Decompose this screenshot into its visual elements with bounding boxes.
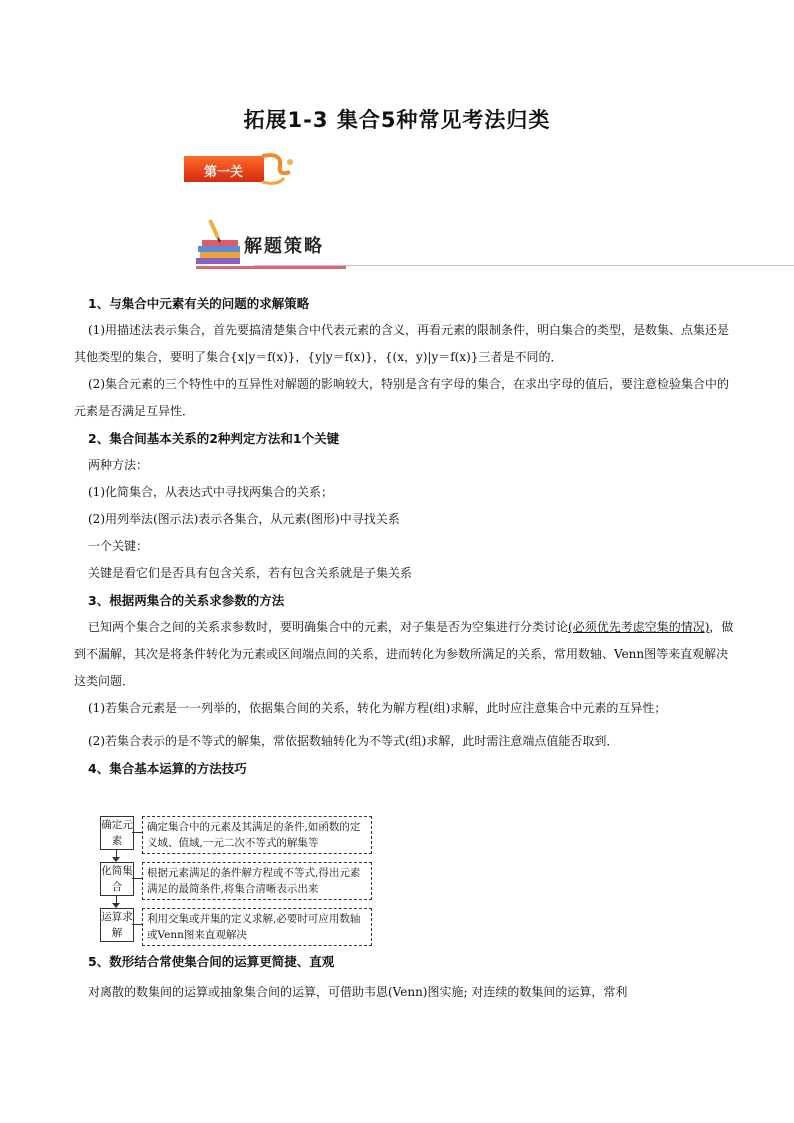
strategy-header xyxy=(196,212,794,272)
section-heading-1: 1、与集合中元素有关的问题的求解策略 xyxy=(88,296,310,311)
section-heading-5: 5、数形结合常使集合间的运算更简捷、直观 xyxy=(88,954,335,969)
paragraph: (2)用列举法(图示法)表示各集合，从元素(图形)中寻找关系 xyxy=(88,512,400,526)
paragraph: (1)用描述法表示集合，首先要搞清楚集合中代表元素的含义，再看元素的限制条件，明白集合的类型，是数集、点集还是其他类型的集合，要明了集合{x|y＝f(x)}，{y|y＝f(x)}，{(x，y)|y＝f(x)}三者是不同的． xyxy=(74,323,730,364)
page-title: 拓展1-3 集合5种常见考法归类 xyxy=(243,108,551,132)
flow-step-desc: 利用交集或并集的定义求解,必要时可应用数轴或Venn图来直观解决 xyxy=(142,908,372,946)
paragraph: 两种方法： xyxy=(88,458,149,472)
banner-swirl-icon xyxy=(262,152,296,188)
paragraph: (2)集合元素的三个特性中的互异性对解题的影响较大，特别是含有字母的集合，在求出字母的值后，要注意检验集合中的元素是否满足互异性． xyxy=(74,377,730,418)
flow-step-desc: 确定集合中的元素及其满足的条件,如函数的定义域、值域,一元二次不等式的解集等 xyxy=(142,816,372,854)
flow-connector xyxy=(132,832,142,833)
section-heading-2: 2、集合间基本关系的2种判定方法和1个关键 xyxy=(88,431,340,446)
flow-step-label: 运算求解 xyxy=(100,908,134,942)
paragraph: 一个关键： xyxy=(88,539,149,553)
text-run: ，做到不漏解，其次是将条件转化为元素或区间端点间的关系，进而转化为参数所满足的关系，常用数轴、Venn图等来直观解决这类问题． xyxy=(74,620,734,688)
paragraph: (1)若集合元素是一一列举的，依据集合间的关系，转化为解方程(组)求解，此时应注意集合中元素的互异性； xyxy=(88,701,667,715)
banner-label: 第一关 xyxy=(204,165,244,180)
paragraph: (1)化简集合，从表达式中寻找两集合的关系； xyxy=(88,485,333,499)
paragraph xyxy=(74,614,734,695)
underlined-note: (必须优先考虑空集的情况) xyxy=(568,620,710,634)
strategy-accent-bar xyxy=(196,266,346,269)
flow-connector xyxy=(132,924,142,925)
strategy-label: 解题策略 xyxy=(244,236,324,257)
flow-step-label: 确定元素 xyxy=(100,816,134,850)
books-icon xyxy=(196,216,246,266)
paragraph: 对离散的数集间的运算或抽象集合间的运算，可借助韦恩(Venn)图实施; 对连续的数集间的运算，常利 xyxy=(88,985,628,999)
main-content xyxy=(74,290,734,782)
paragraph: 关键是看它们是否具有包含关系，若有包含关系就是子集关系 xyxy=(88,566,413,580)
section-heading-4: 4、集合基本运算的方法技巧 xyxy=(88,761,247,776)
text-run: 已知两个集合之间的关系求参数时，要明确集合中的元素，对子集是否为空集进行分类讨论 xyxy=(88,620,569,634)
main-content-continued xyxy=(74,948,734,1006)
section-heading-3: 3、根据两集合的关系求参数的方法 xyxy=(88,593,285,608)
paragraph: (2)若集合表示的是不等式的解集，常依据数轴转化为不等式(组)求解，此时需注意端点值能否取到． xyxy=(88,734,619,748)
flow-connector xyxy=(132,878,142,879)
flow-step-desc: 根据元素满足的条件解方程或不等式,得出元素满足的最简条件,将集合清晰表示出来 xyxy=(142,862,372,900)
level-banner xyxy=(184,152,296,188)
flow-step-label: 化简集合 xyxy=(100,862,134,896)
method-flowchart xyxy=(92,816,382,942)
